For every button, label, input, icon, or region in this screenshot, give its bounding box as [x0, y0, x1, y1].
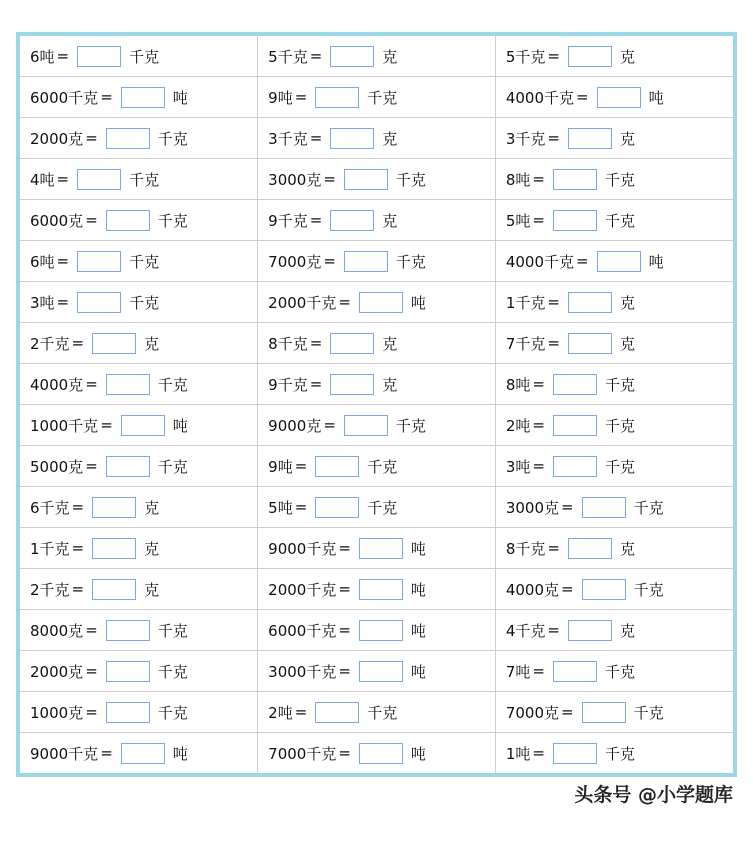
table-row: [20, 159, 733, 200]
question-quantity: 6000千克: [268, 621, 337, 640]
question-quantity: 9千克: [268, 211, 308, 230]
question-quantity: 6吨: [30, 252, 55, 271]
answer-input[interactable]: [330, 128, 374, 149]
question-quantity: 2000千克: [268, 580, 337, 599]
equals-sign: =: [547, 334, 560, 352]
table-row: [20, 528, 733, 569]
answer-input[interactable]: [315, 497, 359, 518]
question-quantity: 2吨: [268, 703, 293, 722]
target-unit: 克: [619, 47, 635, 66]
answer-input[interactable]: [359, 743, 403, 764]
equals-sign: =: [547, 293, 560, 311]
answer-input[interactable]: [359, 620, 403, 641]
problem-cell: [495, 323, 733, 364]
equals-sign: =: [576, 252, 589, 270]
equals-sign: =: [532, 457, 545, 475]
answer-input[interactable]: [330, 333, 374, 354]
equals-sign: =: [532, 170, 545, 188]
target-unit: 吨: [410, 293, 426, 312]
worksheet-table-frame: [16, 32, 737, 777]
answer-input[interactable]: [568, 46, 612, 67]
question-quantity: 5000克: [30, 457, 84, 476]
equals-sign: =: [85, 662, 98, 680]
problem-cell: [258, 446, 496, 487]
target-unit: 克: [144, 498, 160, 517]
question-quantity: 2吨: [505, 416, 531, 435]
table-row: [20, 282, 733, 323]
problem-cell: [20, 446, 258, 487]
equals-sign: =: [71, 580, 85, 598]
target-unit: 千克: [367, 703, 398, 722]
target-unit: 吨: [172, 88, 188, 107]
answer-input[interactable]: [582, 497, 626, 518]
problem-cell: [495, 446, 733, 487]
answer-input[interactable]: [568, 128, 612, 149]
question-quantity: 7000克: [505, 703, 559, 722]
question-quantity: 9000千克: [268, 539, 337, 558]
answer-input[interactable]: [553, 210, 597, 231]
problem-cell: [258, 282, 496, 323]
target-unit: 克: [382, 211, 398, 230]
problem-cell: [20, 36, 258, 77]
answer-input[interactable]: [553, 415, 597, 436]
question-quantity: 1吨: [505, 744, 531, 763]
problem-cell: [495, 241, 733, 282]
equals-sign: =: [532, 375, 545, 393]
question-quantity: 4000克: [505, 580, 559, 599]
question-quantity: 2千克: [30, 334, 70, 353]
target-unit: 吨: [648, 252, 664, 271]
problem-cell: [20, 323, 258, 364]
equals-sign: =: [547, 47, 560, 65]
equals-sign: =: [71, 539, 85, 557]
problem-cell: [495, 364, 733, 405]
target-unit: 千克: [633, 580, 664, 599]
target-unit: 克: [619, 129, 635, 148]
equals-sign: =: [309, 129, 323, 147]
table-row: [20, 241, 733, 282]
target-unit: 千克: [395, 416, 426, 435]
question-quantity: 5吨: [505, 211, 531, 230]
answer-input[interactable]: [597, 251, 641, 272]
target-unit: 克: [144, 580, 160, 599]
target-unit: 克: [144, 334, 160, 353]
target-unit: 吨: [648, 88, 664, 107]
answer-input[interactable]: [106, 128, 150, 149]
problem-cell: [258, 241, 496, 282]
question-quantity: 5千克: [268, 47, 308, 66]
equals-sign: =: [338, 662, 351, 680]
answer-input[interactable]: [344, 415, 388, 436]
answer-input[interactable]: [92, 333, 136, 354]
question-quantity: 9000克: [268, 416, 322, 435]
question-quantity: 3千克: [505, 129, 546, 148]
target-unit: 克: [382, 129, 398, 148]
problem-cell: [20, 528, 258, 569]
table-row: [20, 323, 733, 364]
answer-input[interactable]: [553, 456, 597, 477]
equals-sign: =: [56, 170, 70, 188]
answer-input[interactable]: [344, 251, 388, 272]
question-quantity: 7吨: [505, 662, 531, 681]
question-quantity: 4000千克: [505, 252, 574, 271]
problem-cell: [20, 405, 258, 446]
problem-cell: [258, 364, 496, 405]
answer-input[interactable]: [582, 579, 626, 600]
table-row: [20, 733, 733, 774]
problem-cell: [20, 118, 258, 159]
equals-sign: =: [100, 416, 113, 434]
problem-cell: [20, 200, 258, 241]
target-unit: 克: [619, 334, 635, 353]
equals-sign: =: [323, 416, 336, 434]
problem-cell: [495, 405, 733, 446]
problem-cell: [258, 733, 496, 774]
answer-input[interactable]: [106, 456, 150, 477]
table-row: [20, 77, 733, 118]
target-unit: 千克: [604, 457, 635, 476]
question-quantity: 4000千克: [505, 88, 574, 107]
problem-cell: [20, 487, 258, 528]
problem-cell: [495, 733, 733, 774]
target-unit: 千克: [157, 662, 188, 681]
table-row: [20, 651, 733, 692]
target-unit: 千克: [604, 170, 635, 189]
question-quantity: 3000克: [268, 170, 322, 189]
answer-input[interactable]: [568, 620, 612, 641]
problem-cell: [258, 569, 496, 610]
equals-sign: =: [56, 252, 70, 270]
target-unit: 千克: [129, 293, 160, 312]
equals-sign: =: [56, 47, 70, 65]
target-unit: 千克: [395, 170, 426, 189]
problem-cell: [495, 651, 733, 692]
target-unit: 克: [619, 539, 635, 558]
equals-sign: =: [532, 662, 545, 680]
target-unit: 克: [144, 539, 160, 558]
question-quantity: 2000克: [30, 662, 84, 681]
equals-sign: =: [576, 88, 589, 106]
question-quantity: 7000克: [268, 252, 322, 271]
question-quantity: 2000克: [30, 129, 84, 148]
answer-input[interactable]: [359, 292, 403, 313]
answer-input[interactable]: [92, 497, 136, 518]
problem-cell: [20, 282, 258, 323]
equals-sign: =: [338, 293, 351, 311]
problem-cell: [495, 692, 733, 733]
target-unit: 吨: [172, 416, 188, 435]
question-quantity: 8吨: [505, 375, 531, 394]
answer-input[interactable]: [315, 702, 359, 723]
problem-cell: [258, 528, 496, 569]
equals-sign: =: [85, 621, 98, 639]
answer-input[interactable]: [315, 87, 359, 108]
equals-sign: =: [71, 334, 85, 352]
question-quantity: 9千克: [268, 375, 308, 394]
question-quantity: 6千克: [30, 498, 70, 517]
problem-cell: [495, 200, 733, 241]
table-row: [20, 200, 733, 241]
answer-input[interactable]: [315, 456, 359, 477]
answer-input[interactable]: [92, 538, 136, 559]
problem-cell: [258, 77, 496, 118]
equals-sign: =: [338, 744, 351, 762]
table-body: [20, 36, 733, 773]
question-quantity: 6000千克: [30, 88, 99, 107]
target-unit: 克: [619, 621, 635, 640]
equals-sign: =: [294, 703, 308, 721]
target-unit: 千克: [157, 703, 188, 722]
equals-sign: =: [85, 129, 98, 147]
question-quantity: 7千克: [505, 334, 546, 353]
target-unit: 吨: [410, 744, 426, 763]
target-unit: 克: [382, 334, 398, 353]
answer-input[interactable]: [121, 415, 165, 436]
table-row: [20, 569, 733, 610]
question-quantity: 3000克: [505, 498, 559, 517]
problem-cell: [495, 159, 733, 200]
answer-input[interactable]: [553, 743, 597, 764]
answer-input[interactable]: [359, 538, 403, 559]
answer-input[interactable]: [553, 169, 597, 190]
target-unit: 千克: [157, 375, 188, 394]
unit-conversion-table: [20, 36, 733, 773]
target-unit: 千克: [367, 457, 398, 476]
question-quantity: 3吨: [505, 457, 531, 476]
target-unit: 千克: [157, 129, 188, 148]
question-quantity: 6000克: [30, 211, 84, 230]
problem-cell: [20, 651, 258, 692]
equals-sign: =: [85, 211, 98, 229]
target-unit: 千克: [604, 211, 635, 230]
answer-input[interactable]: [106, 702, 150, 723]
table-row: [20, 692, 733, 733]
equals-sign: =: [294, 457, 308, 475]
equals-sign: =: [323, 170, 336, 188]
table-row: [20, 364, 733, 405]
problem-cell: [495, 610, 733, 651]
answer-input[interactable]: [359, 661, 403, 682]
equals-sign: =: [338, 580, 351, 598]
target-unit: 千克: [633, 703, 664, 722]
target-unit: 千克: [367, 88, 398, 107]
answer-input[interactable]: [553, 374, 597, 395]
answer-input[interactable]: [330, 374, 374, 395]
question-quantity: 4千克: [505, 621, 546, 640]
question-quantity: 8千克: [268, 334, 308, 353]
answer-input[interactable]: [553, 661, 597, 682]
table-row: [20, 36, 733, 77]
problem-cell: [20, 692, 258, 733]
target-unit: 千克: [157, 457, 188, 476]
target-unit: 千克: [129, 170, 160, 189]
target-unit: 千克: [395, 252, 426, 271]
equals-sign: =: [561, 703, 574, 721]
problem-cell: [20, 77, 258, 118]
target-unit: 千克: [604, 375, 635, 394]
answer-input[interactable]: [568, 292, 612, 313]
table-row: [20, 446, 733, 487]
target-unit: 千克: [604, 416, 635, 435]
target-unit: 吨: [410, 580, 426, 599]
problem-cell: [495, 528, 733, 569]
problem-cell: [258, 36, 496, 77]
problem-cell: [495, 282, 733, 323]
equals-sign: =: [71, 498, 85, 516]
answer-input[interactable]: [92, 579, 136, 600]
target-unit: 千克: [633, 498, 664, 517]
problem-cell: [20, 241, 258, 282]
answer-input[interactable]: [597, 87, 641, 108]
problem-cell: [495, 36, 733, 77]
equals-sign: =: [294, 498, 308, 516]
question-quantity: 8千克: [505, 539, 546, 558]
equals-sign: =: [561, 580, 574, 598]
target-unit: 千克: [129, 47, 160, 66]
problem-cell: [258, 651, 496, 692]
answer-input[interactable]: [330, 46, 374, 67]
question-quantity: 8000克: [30, 621, 84, 640]
problem-cell: [20, 733, 258, 774]
target-unit: 千克: [367, 498, 398, 517]
problem-cell: [495, 77, 733, 118]
question-quantity: 4000克: [30, 375, 84, 394]
equals-sign: =: [547, 539, 560, 557]
equals-sign: =: [85, 457, 98, 475]
problem-cell: [20, 364, 258, 405]
answer-input[interactable]: [121, 87, 165, 108]
problem-cell: [258, 200, 496, 241]
question-quantity: 9000千克: [30, 744, 99, 763]
equals-sign: =: [532, 211, 545, 229]
answer-input[interactable]: [344, 169, 388, 190]
question-quantity: 6吨: [30, 47, 55, 66]
problem-cell: [258, 487, 496, 528]
equals-sign: =: [85, 703, 98, 721]
problem-cell: [258, 323, 496, 364]
target-unit: 克: [382, 47, 398, 66]
equals-sign: =: [338, 539, 351, 557]
question-quantity: 3吨: [30, 293, 55, 312]
question-quantity: 1千克: [30, 539, 70, 558]
answer-input[interactable]: [568, 333, 612, 354]
answer-input[interactable]: [106, 661, 150, 682]
answer-input[interactable]: [568, 538, 612, 559]
equals-sign: =: [100, 744, 113, 762]
answer-input[interactable]: [77, 46, 121, 67]
table-row: [20, 487, 733, 528]
target-unit: 克: [619, 293, 635, 312]
equals-sign: =: [532, 744, 545, 762]
equals-sign: =: [56, 293, 70, 311]
equals-sign: =: [338, 621, 351, 639]
question-quantity: 4吨: [30, 170, 55, 189]
answer-input[interactable]: [330, 210, 374, 231]
target-unit: 千克: [157, 621, 188, 640]
target-unit: 吨: [410, 621, 426, 640]
equals-sign: =: [323, 252, 336, 270]
problem-cell: [20, 569, 258, 610]
answer-input[interactable]: [106, 620, 150, 641]
problem-cell: [20, 610, 258, 651]
equals-sign: =: [294, 88, 308, 106]
answer-input[interactable]: [77, 251, 121, 272]
watermark: 头条号 @小学题库: [574, 784, 733, 806]
question-quantity: 2千克: [30, 580, 70, 599]
equals-sign: =: [547, 129, 560, 147]
answer-input[interactable]: [77, 292, 121, 313]
equals-sign: =: [309, 334, 323, 352]
problem-cell: [258, 692, 496, 733]
equals-sign: =: [100, 88, 113, 106]
target-unit: 吨: [410, 662, 426, 681]
problem-cell: [20, 159, 258, 200]
answer-input[interactable]: [77, 169, 121, 190]
table-row: [20, 405, 733, 446]
question-quantity: 7000千克: [268, 744, 337, 763]
answer-input[interactable]: [106, 374, 150, 395]
answer-input[interactable]: [582, 702, 626, 723]
equals-sign: =: [532, 416, 545, 434]
problem-cell: [495, 487, 733, 528]
problem-cell: [258, 118, 496, 159]
question-quantity: 9吨: [268, 457, 293, 476]
question-quantity: 5千克: [505, 47, 546, 66]
problem-cell: [258, 405, 496, 446]
target-unit: 吨: [410, 539, 426, 558]
equals-sign: =: [309, 375, 323, 393]
table-row: [20, 610, 733, 651]
question-quantity: 3千克: [268, 129, 308, 148]
target-unit: 千克: [604, 662, 635, 681]
equals-sign: =: [547, 621, 560, 639]
question-quantity: 2000千克: [268, 293, 337, 312]
target-unit: 千克: [129, 252, 160, 271]
target-unit: 千克: [604, 744, 635, 763]
target-unit: 千克: [157, 211, 188, 230]
problem-cell: [495, 569, 733, 610]
target-unit: 吨: [172, 744, 188, 763]
answer-input[interactable]: [106, 210, 150, 231]
answer-input[interactable]: [359, 579, 403, 600]
question-quantity: 5吨: [268, 498, 293, 517]
problem-cell: [495, 118, 733, 159]
question-quantity: 9吨: [268, 88, 293, 107]
equals-sign: =: [561, 498, 574, 516]
equals-sign: =: [309, 47, 323, 65]
equals-sign: =: [309, 211, 323, 229]
problem-cell: [258, 159, 496, 200]
target-unit: 克: [382, 375, 398, 394]
table-row: [20, 118, 733, 159]
equals-sign: =: [85, 375, 98, 393]
question-quantity: 8吨: [505, 170, 531, 189]
problem-cell: [258, 610, 496, 651]
question-quantity: 3000千克: [268, 662, 337, 681]
answer-input[interactable]: [121, 743, 165, 764]
question-quantity: 1000克: [30, 703, 84, 722]
question-quantity: 1千克: [505, 293, 546, 312]
question-quantity: 1000千克: [30, 416, 99, 435]
